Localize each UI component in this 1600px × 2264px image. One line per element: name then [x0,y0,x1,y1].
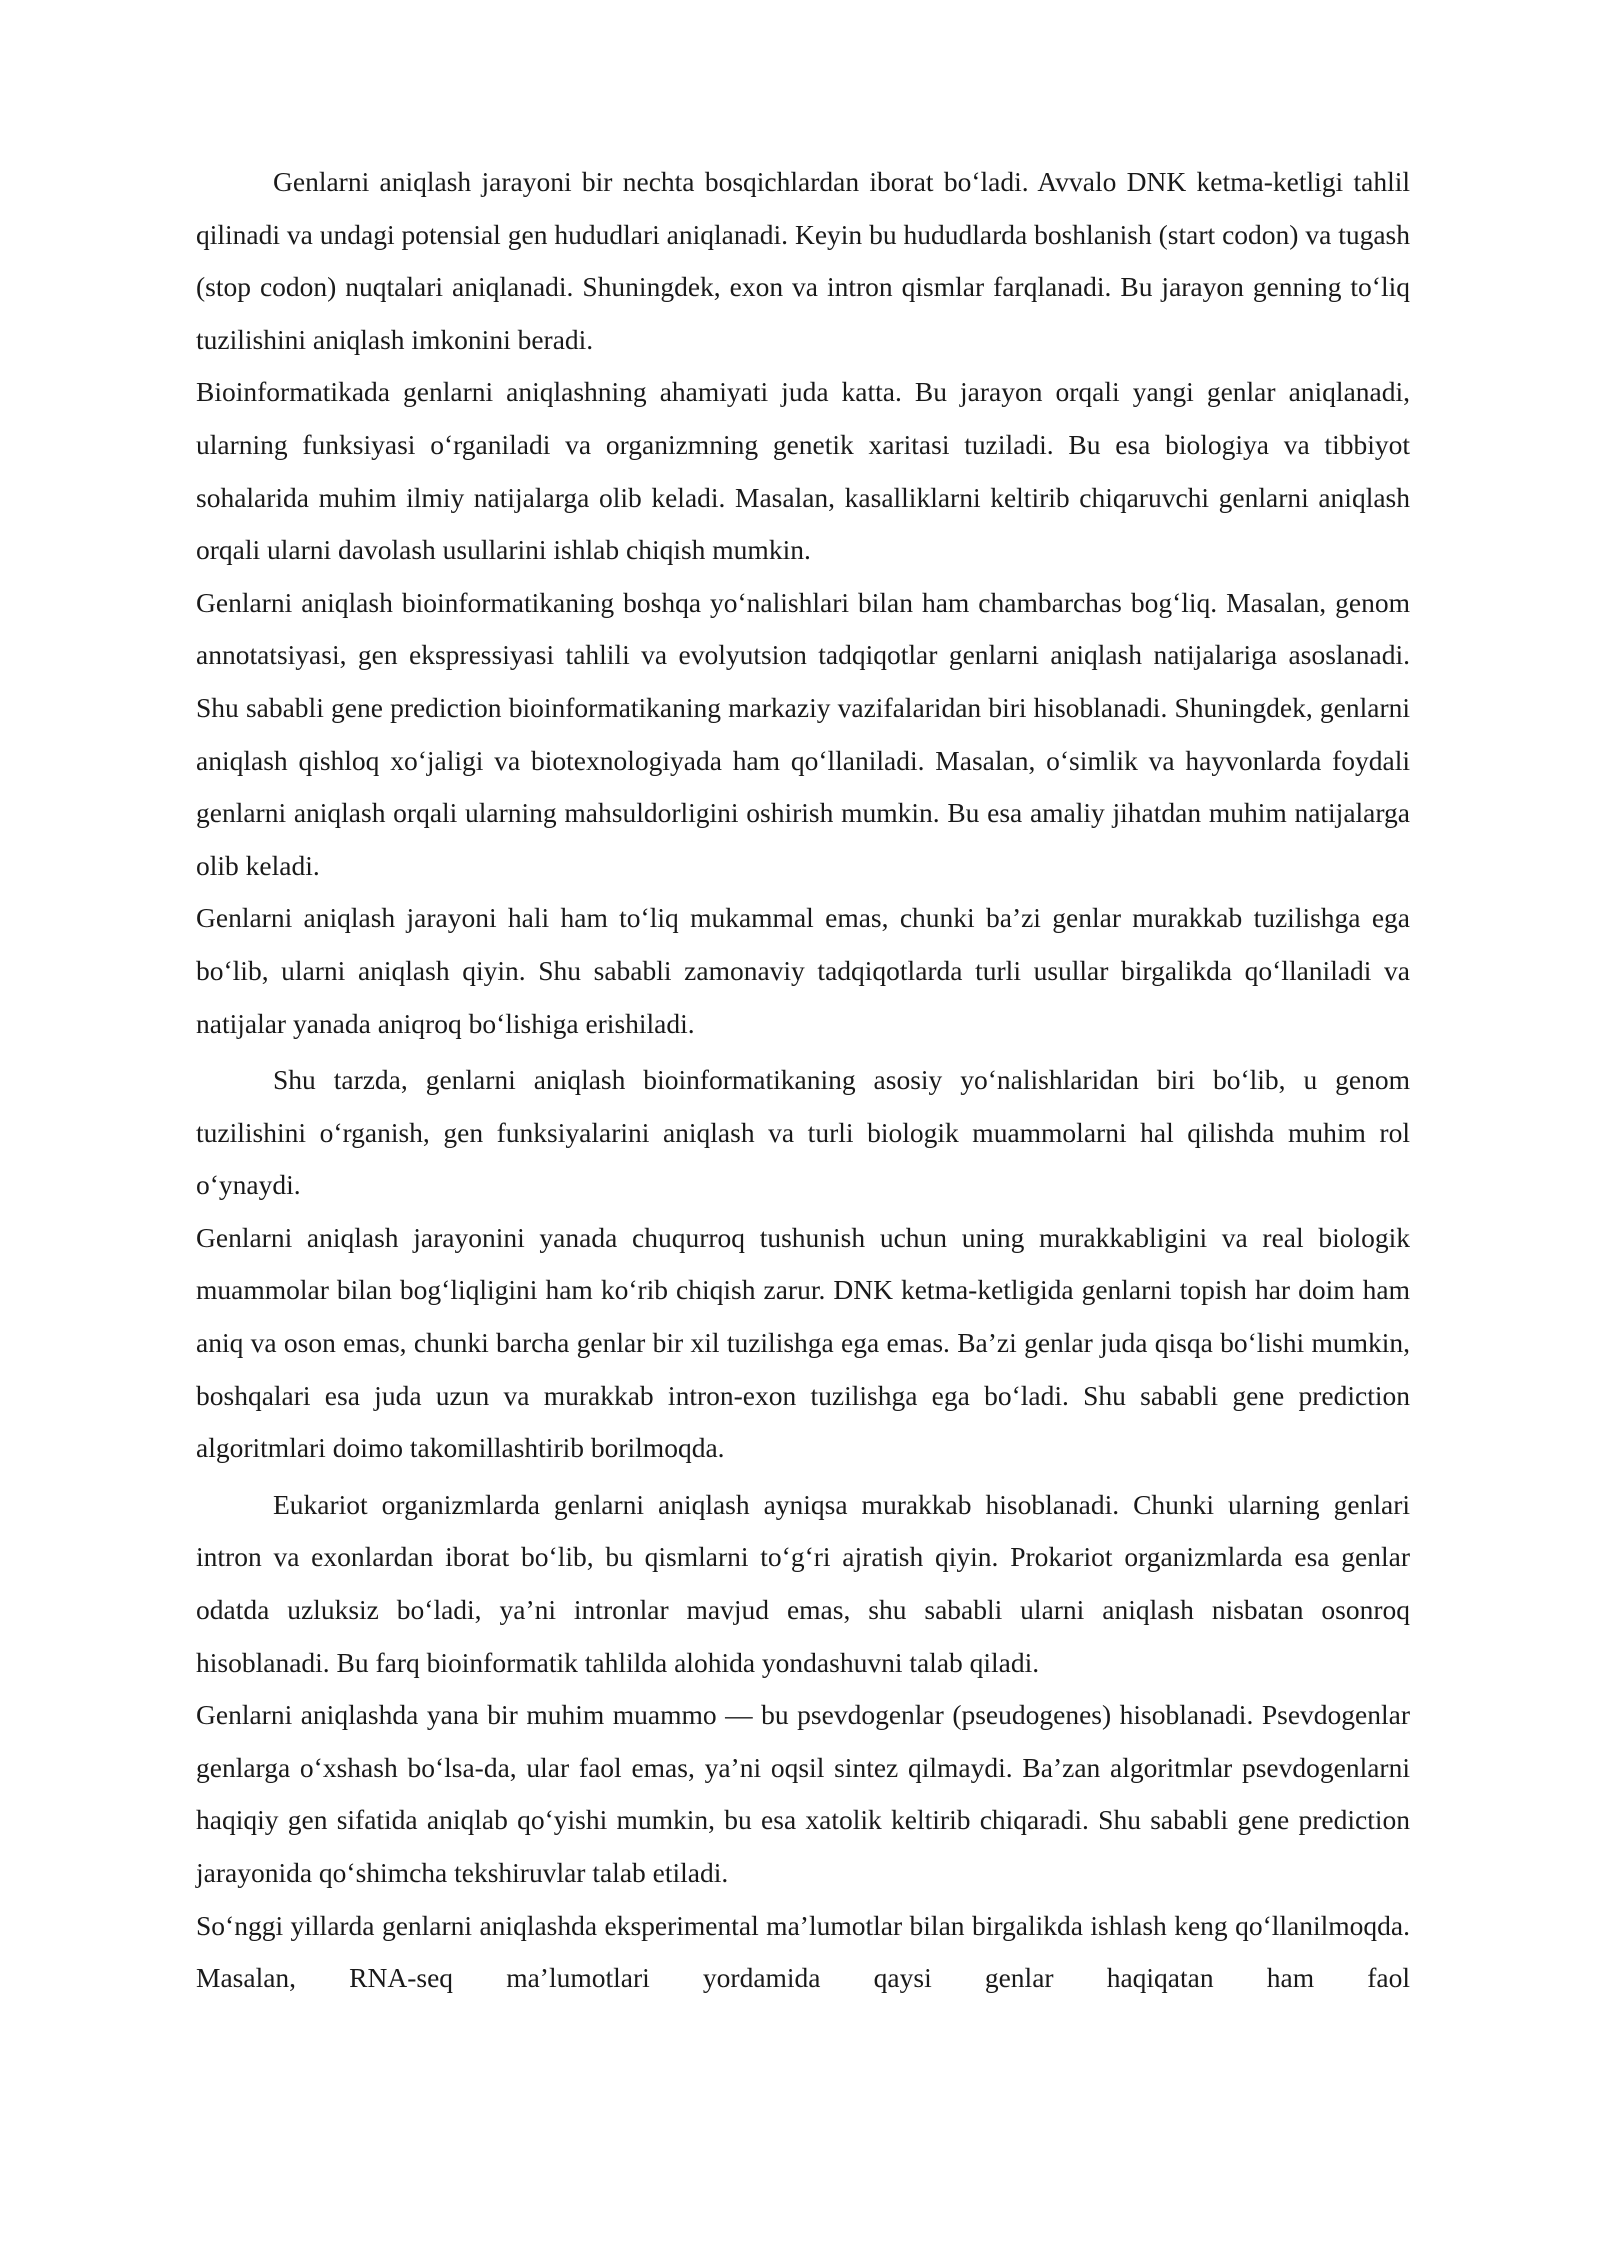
document-page [196,152,1410,2005]
paragraph-3: Genlarni aniqlash bioinformatikaning boshqa yo‘nalishlari bilan ham chambarchas bog‘liq. Masalan, genom annotatsiyasi, gen ekspressiyasi tahlili va evolyutsion tadqiqotlar genlarni aniqlash natijalariga asoslanadi. Shu sababli gene prediction bioinformatikaning markaziy vazifalaridan biri hisoblanadi. Shuningdek, genlarni aniqlash qishloq xo‘jaligi va biotexnologiyada ham qo‘llaniladi. Masalan, o‘simlik va hayvonlarda foydali genlarni aniqlash orqali ularning mahsuldorligini oshirish mumkin. Bu esa amaliy jihatdan muhim natijalarga olib keladi. [196,586,1410,881]
paragraph-7: Eukariot organizmlarda genlarni aniqlash ayniqsa murakkab hisoblanadi. Chunki ularning genlari intron va exonlardan iborat bo‘lib, bu qismlarni to‘g‘ri ajratish qiyin. Prokariot organizmlarda esa genlar odatda uzluksiz bo‘ladi, ya’ni intronlar mavjud emas, shu sababli ularni aniqlash nisbatan osonroq hisoblanadi. Bu farq bioinformatik tahlilda alohida yondashuvni talab qiladi. [196,1488,1410,1678]
paragraph-1: Genlarni aniqlash jarayoni bir nechta bosqichlardan iborat bo‘ladi. Avvalo DNK ketma-ketligi tahlil qilinadi va undagi potensial gen hududlari aniqlanadi. Keyin bu hududlarda boshlanish (start codon) va tugash (stop codon) nuqtalari aniqlanadi. Shuningdek, exon va intron qismlar farqlanadi. Bu jarayon genning to‘liq tuzilishini aniqlash imkonini beradi. [196,166,1410,355]
paragraph-2: Bioinformatikada genlarni aniqlashning ahamiyati juda katta. Bu jarayon orqali yangi genlar aniqlanadi, ularning funksiyasi o‘rganiladi va organizmning genetik xaritasi tuziladi. Bu esa biologiya va tibbiyot sohalarida muhim ilmiy natijalarga olib keladi. Masalan, kasalliklarni keltirib chiqaruvchi genlarni aniqlash orqali ularni davolash usullarini ishlab chiqish mumkin. [196,376,1410,566]
paragraph-9: So‘nggi yillarda genlarni aniqlashda eksperimental ma’lumotlar bilan birgalikda ishlash keng qo‘llanilmoqda. Masalan, RNA-seq ma’lumotlari yordamida qaysi genlar haqiqatan ham faol [196,1909,1410,1994]
paragraph-5: Shu tarzda, genlarni aniqlash bioinformatikaning asosiy yo‘nalishlaridan biri bo‘lib, u genom tuzilishini o‘rganish, gen funksiyalarini aniqlash va turli biologik muammolarni hal qilishda muhim rol o‘ynaydi. [196,1064,1410,1201]
paragraph-6: Genlarni aniqlash jarayonini yanada chuqurroq tushunish uchun uning murakkabligini va real biologik muammolar bilan bog‘liqligini ham ko‘rib chiqish zarur. DNK ketma-ketligida genlarni topish har doim ham aniq va oson emas, chunki barcha genlar bir xil tuzilishga ega emas. Ba’zi genlar juda qisqa bo‘lishi mumkin, boshqalari esa juda uzun va murakkab intron-exon tuzilishga ega bo‘ladi. Shu sababli gene prediction algoritmlari doimo takomillashtirib borilmoqda. [196,1221,1410,1464]
paragraph-4: Genlarni aniqlash jarayoni hali ham to‘liq mukammal emas, chunki ba’zi genlar murakkab tuzilishga ega bo‘lib, ularni aniqlash qiyin. Shu sababli zamonaviy tadqiqotlarda turli usullar birgalikda qo‘llaniladi va natijalar yanada aniqroq bo‘lishiga erishiladi. [196,902,1410,1039]
paragraph-8: Genlarni aniqlashda yana bir muhim muammo — bu psevdogenlar (pseudogenes) hisoblanadi. Psevdogenlar genlarga o‘xshash bo‘lsa-da, ular faol emas, ya’ni oqsil sintez qilmaydi. Ba’zan algoritmlar psevdogenlarni haqiqiy gen sifatida aniqlab qo‘yishi mumkin, bu esa xatolik keltirib chiqaradi. Shu sababli gene prediction jarayonida qo‘shimcha tekshiruvlar talab etiladi. [196,1699,1410,1888]
